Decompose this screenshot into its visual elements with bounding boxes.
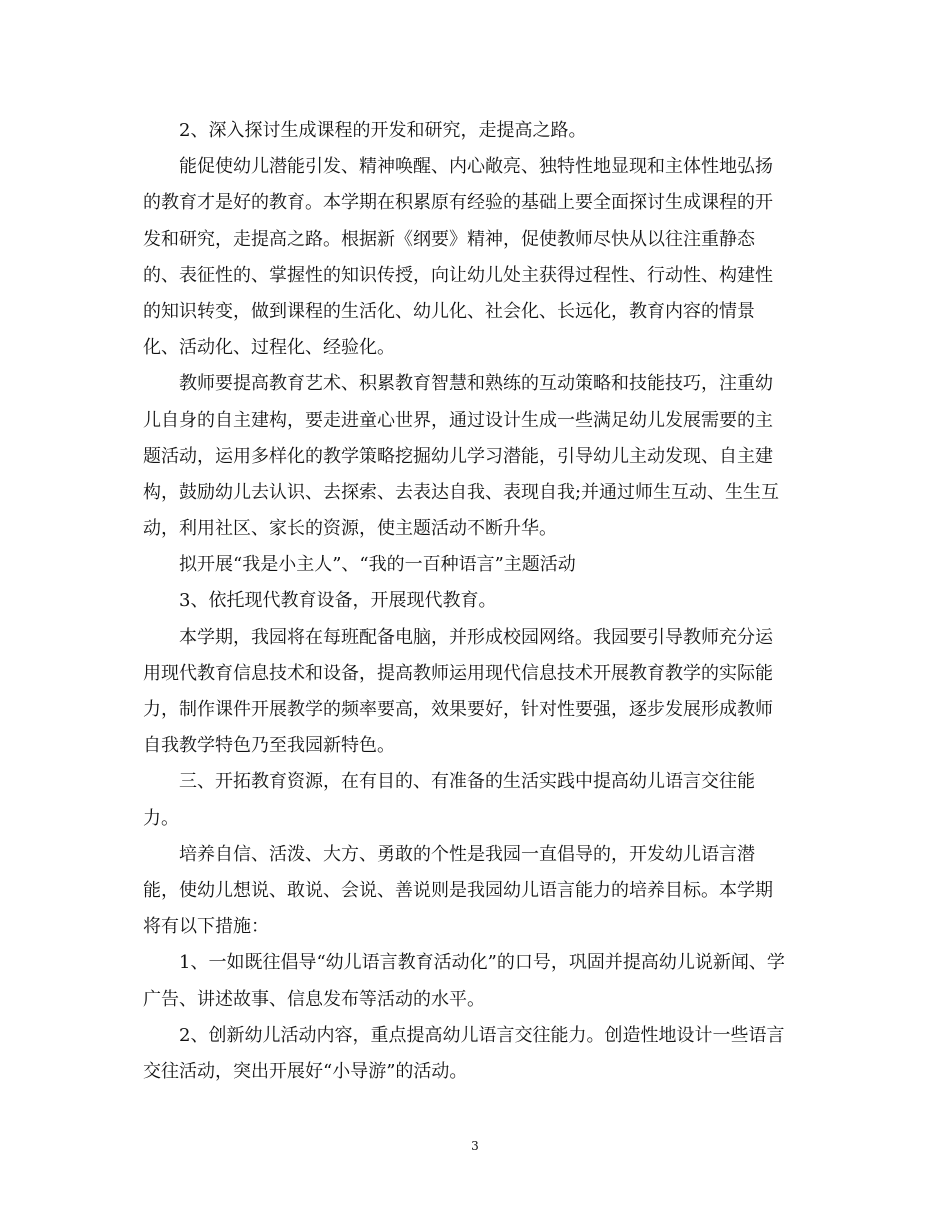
text-line: 3、依托现代教育设备，开展现代教育。: [179, 590, 497, 612]
text-line: 2、深入探讨生成课程的开发和研究，走提高之路。: [179, 120, 587, 141]
text-line: 题活动，运用多样化的教学策略挖掘幼儿学习潜能，引导幼儿主动发现、自主建: [143, 445, 773, 467]
text-line: 用现代教育信息技术和设备，提高教师运用现代信息技术开展教育教学的实际能: [143, 662, 773, 684]
text-line: 能促使幼儿潜能引发、精神唤醒、内心敞亮、独特性地显现和主体性地弘扬: [179, 156, 773, 178]
text-line: 将有以下措施：: [143, 916, 269, 938]
page-number: 3: [471, 1139, 479, 1153]
text-line: 力。: [143, 807, 179, 829]
text-line: 拟开展“我是小主人”、“我的一百种语言”主题活动: [179, 554, 576, 576]
text-line: 能，使幼儿想说、敢说、会说、善说则是我园幼儿语言能力的培养目标。本学期: [143, 879, 773, 901]
text-line: 的知识转变，做到课程的生活化、幼儿化、社会化、长远化，教育内容的情景: [143, 300, 755, 322]
text-line: 构，鼓励幼儿去认识、去探索、去表达自我、表现自我;并通过师生互动、生生互: [143, 481, 780, 503]
text-line: 自我教学特色乃至我园新特色。: [143, 735, 395, 757]
text-line: 交往活动，突出开展好“小导游”的活动。: [143, 1060, 468, 1082]
text-line: 力，制作课件开展教学的频率要高，效果要好，针对性要强，逐步发展形成教师: [143, 699, 773, 720]
text-line: 本学期，我园将在每班配备电脑，并形成校园网络。我园要引导教师充分运: [179, 626, 773, 648]
text-line: 三、开拓教育资源，在有目的、有准备的生活实践中提高幼儿语言交往能: [179, 771, 755, 793]
text-line: 广告、讲述故事、信息发布等活动的水平。: [143, 988, 485, 1010]
text-line: 发和研究，走提高之路。根据新《纲要》精神，促使教师尽快从以往注重静态: [143, 228, 755, 250]
text-line: 的教育才是好的教育。本学期在积累原有经验的基础上要全面探讨生成课程的开: [143, 192, 773, 214]
text-line: 2、创新幼儿活动内容，重点提高幼儿语言交往能力。创造性地设计一些语言: [179, 1024, 785, 1046]
text-line: 1、一如既往倡导“幼儿语言教育活动化”的口号，巩固并提高幼儿说新闻、学: [179, 952, 785, 974]
text-line: 培养自信、活泼、大方、勇敢的个性是我园一直倡导的，开发幼儿语言潜: [179, 843, 755, 865]
text-line: 儿自身的自主建构，要走进童心世界，通过设计生成一些满足幼儿发展需要的主: [143, 409, 773, 431]
document-body: [143, 113, 808, 1090]
text-line: 教师要提高教育艺术、积累教育智慧和熟练的互动策略和技能技巧，注重幼: [179, 373, 773, 395]
text-line: 化、活动化、过程化、经验化。: [143, 337, 395, 359]
text-line: 的、表征性的、掌握性的知识传授，向让幼儿处主获得过程性、行动性、构建性: [143, 264, 773, 286]
text-line: 动，利用社区、家长的资源，使主题活动不断升华。: [143, 518, 557, 540]
